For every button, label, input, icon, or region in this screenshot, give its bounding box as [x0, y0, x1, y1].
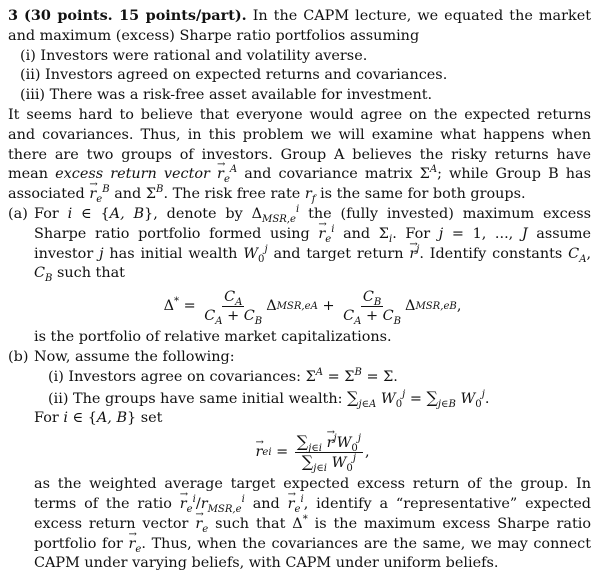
part-b-item-text: (i) Investors agree on covariances:: [48, 368, 302, 385]
math-wealth-equal: $\sum_{j\in A}$ $W_0^j = \sum_{j\in B}$ $W_0^j$.: [347, 387, 490, 410]
equation-delta-star: Δ* = $\frac{C_A}{C_A + C_B}$ Δ MSR,e A + $\frac{C_B}{C_A + C_B}$ Δ MSR,e B ,: [163, 289, 462, 328]
part-b-fragment: such that: [215, 515, 286, 532]
math-i-in-ab: i ∈ {A, B}: [67, 205, 154, 222]
part-b: [8, 348, 591, 574]
part-a-fragment: the (fully invested) maximum excess Sharpe ratio portfolio formed using: [34, 205, 592, 242]
part-b-item: [48, 368, 591, 388]
part-b-fragment: is the maximum excess Sharpe ratio portfolio for: [34, 515, 591, 552]
math-re-i: → $r_e^i$: [288, 496, 304, 512]
part-a-fragment: For: [34, 205, 59, 222]
math-ratio: → $r_e^i/r_{MSR,e}^i$: [180, 496, 245, 512]
part-b-fragment: and: [252, 495, 280, 512]
part-a-fragment: such that: [57, 265, 125, 282]
math-sigma-a: $\Sigma^A$: [419, 164, 438, 183]
math-re-b: → $r_e^B$: [89, 186, 109, 202]
part-b-item: [48, 388, 591, 410]
part-b-label: (b): [8, 348, 29, 365]
assumption-item: (iii) There was a risk-free asset available for investment.: [20, 87, 433, 104]
setup-text: and covariance matrix: [244, 166, 413, 183]
part-a-text: [34, 205, 591, 284]
math-rj: → $r^j$: [409, 246, 419, 262]
part-b-intro: Now, assume the following:: [34, 348, 235, 365]
part-b-set: [34, 409, 591, 429]
emphasis-text: excess return vector: [55, 166, 210, 183]
math-re-i: → $r_e^i$: [318, 226, 334, 242]
setup-text: . The risk free rate: [163, 186, 301, 203]
setup-text: and: [114, 186, 142, 203]
part-b-text: [34, 475, 591, 574]
part-b-fragment: . Thus, when the covariances are the same, we may connect CAPM under varying beliefs, with CAPM under uniform beliefs.: [34, 535, 591, 572]
part-b-fragment: set: [140, 410, 163, 427]
setup-text: ; while Group B has associated: [8, 166, 591, 203]
math-delta-star: Δ*: [292, 513, 308, 532]
part-a-fragment: . Identify constants: [419, 245, 563, 262]
problem-number: 3: [8, 7, 19, 24]
setup-text: is the same for both groups.: [320, 186, 526, 203]
problem-points: (30 points. 15 points/part).: [24, 7, 247, 24]
part-b-item-text: (ii) The groups have same initial wealth:: [48, 390, 343, 407]
part-a-fragment: and: [343, 225, 371, 242]
problem-intro: [8, 6, 591, 47]
setup-paragraph: [8, 106, 591, 205]
equation-rei: → r e i = $\frac{\sum_{j\in i} \to r^jW_0^j}{\sum_{j\in i} W_0^j}$ ,: [34, 433, 591, 472]
assumption-item: (i) Investors were rational and volatility averse.: [20, 47, 368, 64]
problem-intro-text: In the CAPM lecture, we equated the market and maximum (excess) Sharpe ratio portfolios assuming: [8, 8, 592, 44]
math-j: j: [99, 245, 104, 262]
math-re-a: → $r_e^A$: [217, 166, 237, 182]
math-ca-cb: $C_A$, $C_B$: [34, 245, 592, 285]
assumption-list: [20, 47, 591, 106]
part-b-fragment: For: [34, 410, 59, 427]
part-a-fragment: and target return: [273, 245, 404, 262]
assumption-item: (ii) Investors agreed on expected returns and covariances.: [20, 67, 448, 84]
math-re: → $r_e$: [195, 516, 208, 532]
part-a-label: (a): [8, 205, 28, 222]
math-sigma-i: $\Sigma_i$: [378, 225, 393, 245]
setup-text: It seems hard to believe that everyone would agree on the expected returns and covariances. Thus, in this problem we will examine what happens when there are two groups of investors. Group A believes the risky returns have mean: [8, 106, 591, 183]
math-i-in-ab: i ∈ {A, B}: [63, 410, 137, 427]
math-sigma-b: $\Sigma^B$: [145, 184, 164, 203]
math-re: → $r_e$: [129, 536, 142, 552]
part-a-fragment: , denote by: [153, 205, 243, 222]
math-delta-msr: $\Delta_{MSR,e}^i$: [251, 204, 300, 225]
part-b-fragment: as the weighted average target expected excess return of the group. In terms of the ratio: [34, 476, 591, 512]
part-a-closing: is the portfolio of relative market capitalizations.: [34, 329, 392, 346]
part-b-assumptions: [48, 368, 591, 410]
part-b-fragment: , identify a “representative” expected excess return vector: [34, 495, 592, 532]
math-rf: $r_f$: [304, 186, 316, 206]
part-a-fragment: has initial wealth: [109, 245, 238, 262]
part-a-fragment: assume investor: [34, 225, 592, 262]
part-a: [8, 205, 591, 348]
math-w0j: $W_0^j$: [243, 243, 268, 265]
math-j-range: j = 1, ..., J: [438, 225, 528, 242]
math-sigma-equal: $\Sigma^A = \Sigma^B = \Sigma$.: [305, 366, 398, 385]
part-a-fragment: . For: [392, 225, 431, 242]
